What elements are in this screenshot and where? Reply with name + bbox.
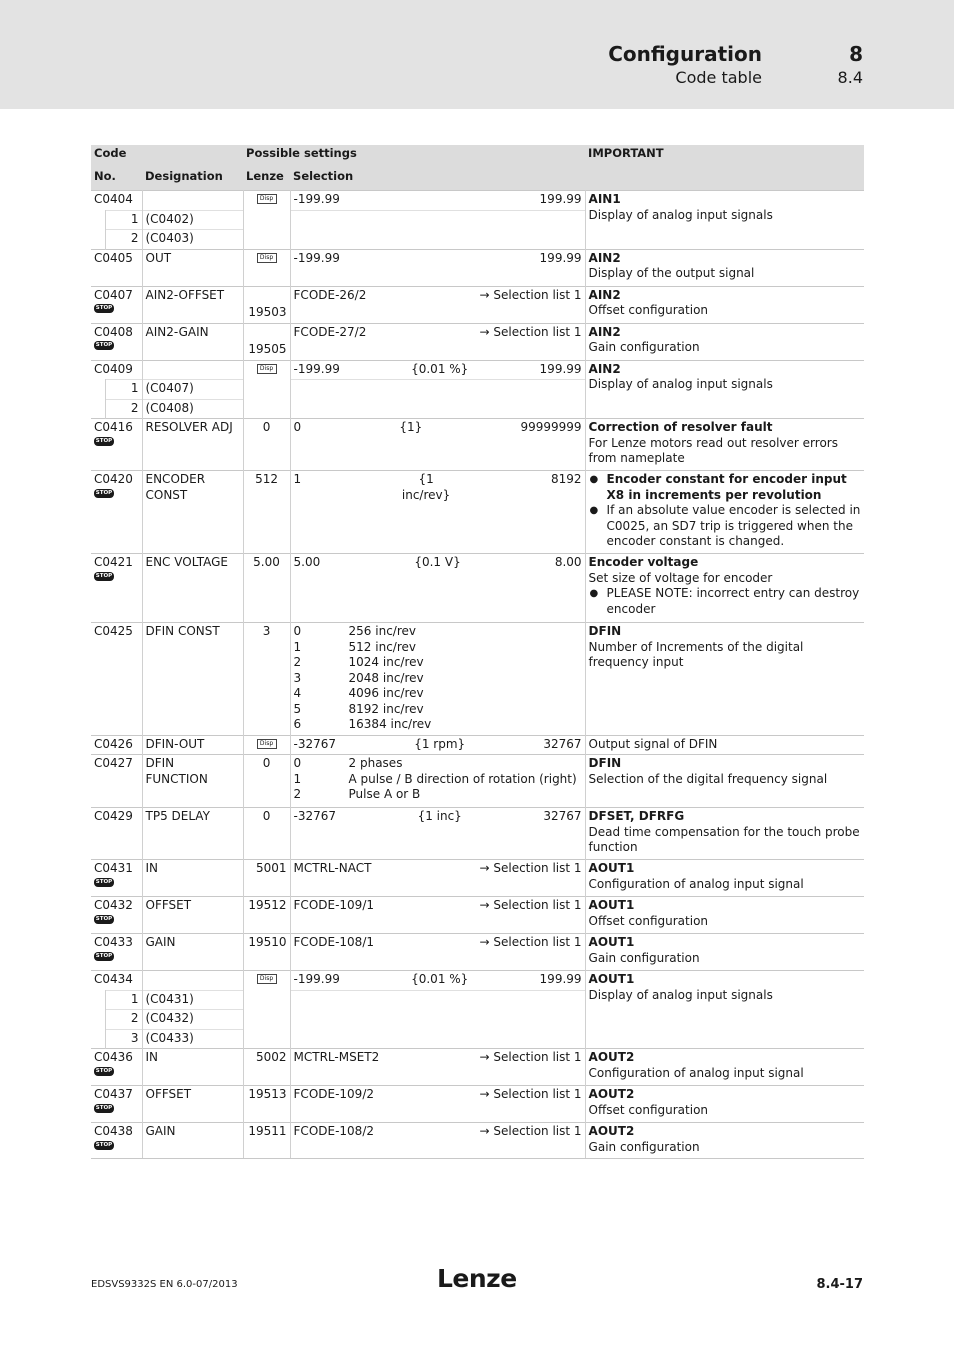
selection-list-link[interactable]: → Selection list 1 <box>479 1050 582 1064</box>
selection-value: FCODE-109/1 <box>293 898 374 912</box>
table-row <box>91 191 864 211</box>
stop-icon: STOP <box>95 572 113 579</box>
important-title: AOUT1 <box>588 935 635 949</box>
selection-value: MCTRL-MSET2 <box>293 1050 380 1064</box>
important-cell <box>585 360 864 419</box>
important-cell <box>585 286 864 323</box>
important-cell <box>585 623 864 736</box>
selection-max: 99999999 <box>520 420 582 434</box>
lenze-cell: 512 <box>243 471 290 554</box>
code-cell <box>91 1123 142 1159</box>
table-row <box>91 471 864 554</box>
subcode-number: 1 <box>105 380 142 400</box>
subcode-number: 1 <box>105 990 142 1010</box>
selection-cell <box>290 1049 585 1086</box>
subcode-designation: (C0408) <box>142 399 243 419</box>
col-designation-header: Designation <box>142 168 243 191</box>
important-title: AOUT1 <box>588 972 635 986</box>
stop-icon: STOP <box>95 1104 113 1111</box>
code-number: C0416 <box>94 420 133 434</box>
important-title: AOUT2 <box>588 1124 635 1138</box>
option-item: 1 A pulse / B direction of rotation (right) <box>293 771 577 786</box>
selection-cell <box>290 860 585 897</box>
important-text: Offset configuration <box>588 913 709 928</box>
selection-cell <box>290 623 585 736</box>
lenze-cell: 19510 <box>243 934 290 971</box>
selection-cell <box>290 191 585 211</box>
selection-min: -199.99 <box>293 972 340 986</box>
stop-icon: STOP <box>95 915 113 922</box>
important-text: Display of analog input signals <box>588 377 773 391</box>
selection-min: 0 <box>293 420 302 434</box>
important-text: Offset configuration <box>588 303 709 317</box>
selection-cell <box>290 249 585 286</box>
section-number: 8.4 <box>837 68 863 87</box>
code-number: C0408 <box>94 324 133 339</box>
designation-cell: OFFSET <box>142 1086 243 1123</box>
lenze-cell <box>243 360 290 419</box>
code-cell <box>91 1086 142 1123</box>
table-row <box>91 755 864 808</box>
designation-cell: RESOLVER ADJ <box>142 419 243 471</box>
selection-unit: {1 rpm} <box>414 736 466 751</box>
important-cell <box>585 1049 864 1086</box>
designation-cell: GAIN <box>142 934 243 971</box>
lenze-cell: 5.00 <box>243 554 290 623</box>
col-important-header: IMPORTANT <box>585 145 864 191</box>
code-cell <box>91 286 142 323</box>
important-title: DFIN <box>588 756 622 770</box>
important-cell <box>585 554 864 623</box>
important-title: AIN1 <box>588 192 621 206</box>
designation-cell: DFIN-OUT <box>142 735 243 755</box>
designation-cell: IN <box>142 1049 243 1086</box>
selection-value: MCTRL-NACT <box>293 861 372 875</box>
col-lenze-header: Lenze <box>243 168 290 191</box>
important-cell <box>585 808 864 860</box>
lenze-cell <box>243 735 290 755</box>
selection-unit: {1 inc/rev} <box>401 472 451 502</box>
col-selection-header: Selection <box>290 168 585 191</box>
important-cell <box>585 191 864 250</box>
designation-cell: ENCODER CONST <box>142 471 243 554</box>
selection-cell <box>290 471 585 554</box>
option-item: 6 16384 inc/rev <box>293 717 432 731</box>
important-text: Gain configuration <box>588 1139 700 1154</box>
option-item: 0 2 phases <box>293 756 403 770</box>
important-text: Set size of voltage for encoder <box>588 570 773 585</box>
important-text: For Lenze motors read out resolver errors from nameplate <box>588 435 838 465</box>
option-item: 4 4096 inc/rev <box>293 686 424 700</box>
display-only-icon: Disp <box>257 364 277 374</box>
option-item: 0 256 inc/rev <box>293 624 416 638</box>
selection-unit: {1 inc} <box>417 809 462 823</box>
selection-max: 8.00 <box>554 555 582 569</box>
selection-cell <box>290 735 585 755</box>
important-cell <box>585 323 864 360</box>
lenze-cell <box>243 191 290 250</box>
lenze-cell: 19512 <box>243 897 290 934</box>
important-title: DFIN <box>588 624 622 638</box>
code-number: C0407 <box>94 287 133 302</box>
important-title: AIN2 <box>588 324 621 339</box>
designation-cell: GAIN <box>142 1123 243 1159</box>
selection-cell <box>290 554 585 623</box>
selection-cell <box>290 934 585 971</box>
subcode-designation: (C0402) <box>142 210 243 230</box>
selection-cell <box>290 419 585 471</box>
table-row <box>91 897 864 934</box>
option-item: 2 1024 inc/rev <box>293 655 424 669</box>
important-cell <box>585 471 864 554</box>
selection-value: FCODE-109/2 <box>293 1087 374 1101</box>
important-text: Offset configuration <box>588 1102 709 1117</box>
lenze-cell: 0 <box>243 419 290 471</box>
selection-list-link[interactable]: → Selection list 1 <box>479 861 582 875</box>
selection-cell <box>290 1123 585 1159</box>
page-title: Configuration <box>608 42 762 66</box>
table-row <box>91 419 864 471</box>
code-cell <box>91 554 142 623</box>
code-number: C0437 <box>94 1087 133 1101</box>
display-only-icon: Disp <box>257 739 277 749</box>
code-cell <box>91 323 142 360</box>
selection-max: 199.99 <box>539 250 582 265</box>
selection-unit: {0.01 %} <box>411 972 469 986</box>
selection-unit: {1} <box>399 420 423 434</box>
selection-cell <box>290 1086 585 1123</box>
important-cell <box>585 419 864 471</box>
table-row <box>91 808 864 860</box>
code-number: C0421 <box>94 555 133 569</box>
page-subtitle: Code table <box>675 68 762 87</box>
selection-unit: {0.01 %} <box>411 361 469 376</box>
table-row <box>91 934 864 971</box>
important-bullet: ● PLEASE NOTE: incorrect entry can destroy encoder <box>589 586 862 617</box>
designation-cell: ENC VOLTAGE <box>142 554 243 623</box>
code-cell: C0425 <box>91 623 142 736</box>
important-text: Gain configuration <box>588 950 700 965</box>
designation-cell: DFIN FUNCTION <box>142 755 243 808</box>
selection-min: 5.00 <box>293 555 321 569</box>
lenze-cell: 19503 <box>243 286 290 323</box>
table-header-row <box>91 145 864 168</box>
lenze-cell <box>243 249 290 286</box>
code-cell: C0429 <box>91 808 142 860</box>
selection-max: 199.99 <box>539 192 582 206</box>
subcode-designation: (C0403) <box>142 230 243 250</box>
lenze-cell: 3 <box>243 623 290 736</box>
important-title: AIN2 <box>588 361 621 376</box>
important-text: Dead time compensation for the touch probe function <box>588 824 860 854</box>
designation-cell <box>142 191 243 211</box>
important-bullet: ● If an absolute value encoder is selected in C0025, an SD7 trip is triggered when the encoder constant is changed. <box>589 503 862 550</box>
chapter-number: 8 <box>849 42 863 66</box>
display-only-icon: Disp <box>257 974 277 984</box>
selection-cell <box>290 286 585 323</box>
stop-icon: STOP <box>95 437 113 444</box>
important-cell <box>585 897 864 934</box>
important-text: Configuration of analog input signal <box>588 1065 804 1080</box>
table-row <box>91 1086 864 1123</box>
table-row <box>91 360 864 380</box>
subcode-designation: (C0432) <box>142 1010 243 1030</box>
important-cell <box>585 1123 864 1159</box>
table-row <box>91 249 864 286</box>
selection-list-link[interactable]: → Selection list 1 <box>479 1124 582 1138</box>
important-text: Selection of the digital frequency signal <box>588 771 828 786</box>
subcode-number: 2 <box>105 1010 142 1030</box>
page-number: 8.4-17 <box>816 1277 863 1292</box>
lenze-cell <box>243 971 290 1049</box>
code-number: C0432 <box>94 898 133 912</box>
important-cell <box>585 755 864 808</box>
display-only-icon: Disp <box>257 253 277 263</box>
code-cell: C0404 <box>91 191 142 211</box>
selection-list-link[interactable]: → Selection list 1 <box>479 287 582 302</box>
important-text: Display of the output signal <box>588 266 755 280</box>
subcode-designation: (C0431) <box>142 990 243 1010</box>
important-title: AIN2 <box>588 250 621 265</box>
selection-max: 32767 <box>543 736 582 751</box>
selection-max: 199.99 <box>539 361 582 376</box>
important-text: Configuration of analog input signal <box>588 876 804 891</box>
code-number: C0438 <box>94 1124 133 1138</box>
selection-max: 32767 <box>543 809 582 823</box>
selection-cell <box>290 360 585 380</box>
code-cell <box>91 934 142 971</box>
lenze-cell: 5002 <box>243 1049 290 1086</box>
option-item: 2 Pulse A or B <box>293 787 421 801</box>
code-cell <box>91 471 142 554</box>
selection-max: 8192 <box>551 472 582 486</box>
important-cell <box>585 971 864 1049</box>
selection-min: -32767 <box>293 736 337 751</box>
selection-max: 199.99 <box>539 972 582 986</box>
designation-cell <box>142 360 243 380</box>
subcode-designation: (C0407) <box>142 380 243 400</box>
code-cell <box>91 419 142 471</box>
display-only-icon: Disp <box>257 194 277 204</box>
important-cell: Output signal of DFIN <box>585 735 864 755</box>
lenze-cell: 19511 <box>243 1123 290 1159</box>
important-title: AOUT1 <box>588 861 635 875</box>
table-row <box>91 323 864 360</box>
col-possible-settings-header: Possible settings <box>243 145 585 168</box>
code-number: C0431 <box>94 861 133 875</box>
table-row <box>91 623 864 736</box>
code-cell <box>91 897 142 934</box>
selection-min: -199.99 <box>293 192 340 206</box>
lenze-logo: Lenze <box>437 1264 517 1293</box>
selection-value: FCODE-27/2 <box>293 324 367 339</box>
important-title: AIN2 <box>588 287 621 302</box>
designation-cell: OUT <box>142 249 243 286</box>
col-code-header: Code <box>91 145 243 168</box>
selection-min: 1 <box>293 472 302 486</box>
stop-icon: STOP <box>95 305 113 311</box>
important-text: Gain configuration <box>588 340 700 354</box>
table-row <box>91 860 864 897</box>
code-cell <box>91 1049 142 1086</box>
stop-icon: STOP <box>95 1067 113 1074</box>
designation-cell: DFIN CONST <box>142 623 243 736</box>
code-cell: C0434 <box>91 971 142 991</box>
subcode-designation: (C0433) <box>142 1029 243 1049</box>
designation-cell: AIN2-OFFSET <box>142 286 243 323</box>
option-item: 5 8192 inc/rev <box>293 701 424 716</box>
important-title: AOUT2 <box>588 1087 635 1101</box>
lenze-cell: 0 <box>243 755 290 808</box>
important-cell <box>585 860 864 897</box>
selection-cell <box>290 808 585 860</box>
subcode-number: 2 <box>105 230 142 250</box>
selection-value: FCODE-26/2 <box>293 287 367 302</box>
selection-value: FCODE-108/2 <box>293 1124 374 1138</box>
designation-cell: OFFSET <box>142 897 243 934</box>
important-title: DFSET, DFRFG <box>588 809 685 823</box>
stop-icon: STOP <box>95 342 113 348</box>
code-cell: C0426 <box>91 735 142 755</box>
col-no-header: No. <box>91 168 142 191</box>
table-row <box>91 1123 864 1159</box>
lenze-cell: 0 <box>243 808 290 860</box>
important-cell <box>585 934 864 971</box>
selection-list-link[interactable]: → Selection list 1 <box>479 898 582 912</box>
stop-icon: STOP <box>95 952 113 959</box>
code-number: C0420 <box>94 472 133 486</box>
lenze-cell: 19505 <box>243 323 290 360</box>
designation-cell: TP5 DELAY <box>142 808 243 860</box>
table-row <box>91 554 864 623</box>
important-cell <box>585 1086 864 1123</box>
selection-list-link[interactable]: → Selection list 1 <box>479 1087 582 1101</box>
subcode-number: 1 <box>105 210 142 230</box>
selection-min: -199.99 <box>293 250 340 265</box>
stop-icon: STOP <box>95 878 113 885</box>
selection-cell <box>290 897 585 934</box>
subcode-number: 3 <box>105 1029 142 1049</box>
option-item: 1 512 inc/rev <box>293 639 416 654</box>
lenze-cell: 5001 <box>243 860 290 897</box>
table-row <box>91 971 864 991</box>
important-title: AOUT2 <box>588 1050 635 1064</box>
selection-cell <box>290 323 585 360</box>
selection-cell <box>290 755 585 808</box>
code-table <box>91 145 864 1159</box>
table-row <box>91 735 864 755</box>
code-number: C0433 <box>94 935 133 949</box>
stop-icon: STOP <box>95 1141 113 1148</box>
code-cell: C0405 <box>91 249 142 286</box>
selection-cell <box>290 971 585 991</box>
selection-list-link[interactable]: → Selection list 1 <box>479 935 582 949</box>
important-text: Display of analog input signals <box>588 207 773 222</box>
lenze-cell: 19513 <box>243 1086 290 1123</box>
designation-cell: AIN2-GAIN <box>142 323 243 360</box>
selection-unit: {0.1 V} <box>414 555 461 569</box>
important-text: Number of Increments of the digital frequency input <box>588 639 804 669</box>
stop-icon: STOP <box>95 489 113 496</box>
designation-cell <box>142 971 243 991</box>
designation-cell: IN <box>142 860 243 897</box>
option-item: 3 2048 inc/rev <box>293 670 424 685</box>
selection-min: -32767 <box>293 809 337 823</box>
selection-value: FCODE-108/1 <box>293 935 374 949</box>
table-row <box>91 1049 864 1086</box>
subcode-number: 2 <box>105 399 142 419</box>
important-bullet: ● Encoder constant for encoder input X8 in increments per revolution <box>589 472 862 503</box>
code-cell: C0409 <box>91 360 142 380</box>
code-cell <box>91 860 142 897</box>
important-title: AOUT1 <box>588 898 635 912</box>
selection-list-link[interactable]: → Selection list 1 <box>479 324 582 339</box>
important-text: Display of analog input signals <box>588 987 773 1002</box>
code-number: C0436 <box>94 1050 133 1064</box>
important-title: Correction of resolver fault <box>588 420 773 434</box>
document-id: EDSVS9332S EN 6.0-07/2013 <box>91 1279 238 1290</box>
important-title: Encoder voltage <box>588 555 699 569</box>
code-cell: C0427 <box>91 755 142 808</box>
selection-min: -199.99 <box>293 361 340 376</box>
important-cell <box>585 249 864 286</box>
table-row <box>91 286 864 323</box>
